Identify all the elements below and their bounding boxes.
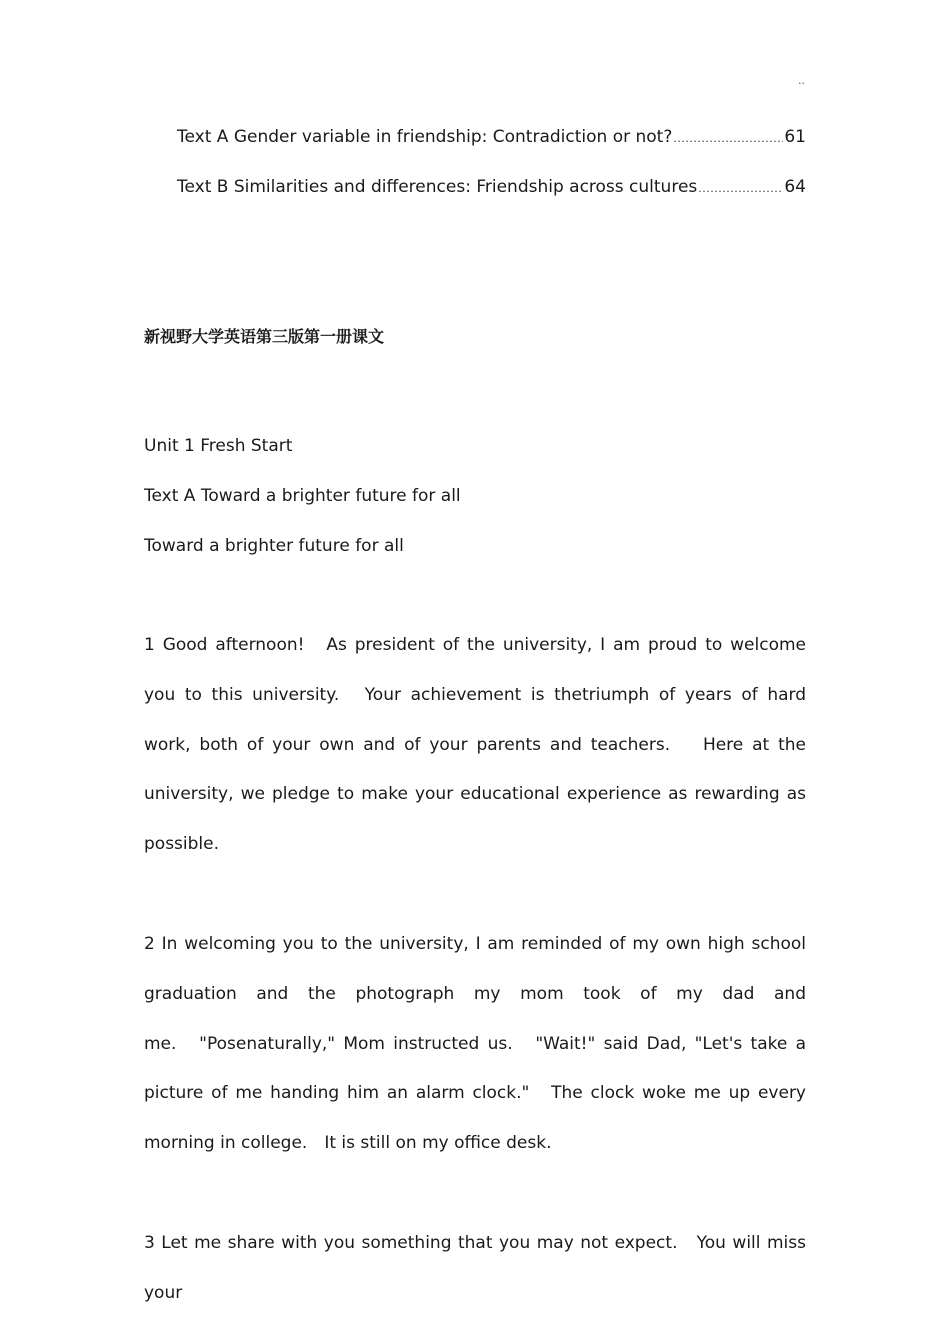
- document-body: [144, 323, 806, 1319]
- toc-entry-page: 64: [784, 177, 806, 197]
- spacer: [144, 351, 806, 421]
- toc-entry[interactable]: [177, 174, 806, 200]
- spacer: [144, 870, 806, 920]
- paragraph-3: 3 Let me share with you something that you may not expect. You will miss your: [144, 1232, 806, 1303]
- paragraph-2: 2 In welcoming you to the university, I am reminded of my own high school graduation and the photograph my mom took of my dad and me. "Posenaturally," Mom instructed us. "Wait!" said Dad, "Let's take a picture of me handing him an alarm clock." The clock woke me up every morning in college. It is still on my office desk.: [144, 933, 806, 1154]
- toc-entry-title: Text A Gender variable in friendship: Contradiction or not?: [177, 127, 673, 147]
- text-a-heading: Text A Toward a brighter future for all: [144, 486, 461, 506]
- toc-entry-page: 61: [784, 127, 806, 147]
- spacer: [144, 571, 806, 621]
- toc-leader-dots: [698, 176, 783, 202]
- unit-title: Unit 1 Fresh Start: [144, 436, 293, 456]
- book-title: 新视野大学英语第三版第一册课文: [144, 327, 385, 346]
- toc-entry[interactable]: [177, 124, 806, 150]
- paragraph-1: 1 Good afternoon! As president of the university, I am proud to welcome you to this university. Your achievement is thetriumph of years of hard work, both of your own and of your parents and teachers. Here at the university, we pledge to make your educational experience as rewarding as possible.: [144, 635, 806, 855]
- table-of-contents: [177, 124, 806, 224]
- header-mark: ..: [798, 74, 805, 87]
- spacer: [144, 1169, 806, 1219]
- toc-leader-dots: [673, 126, 783, 152]
- toc-entry-title: Text B Similarities and differences: Friendship across cultures: [177, 177, 698, 197]
- article-title: Toward a brighter future for all: [144, 536, 404, 556]
